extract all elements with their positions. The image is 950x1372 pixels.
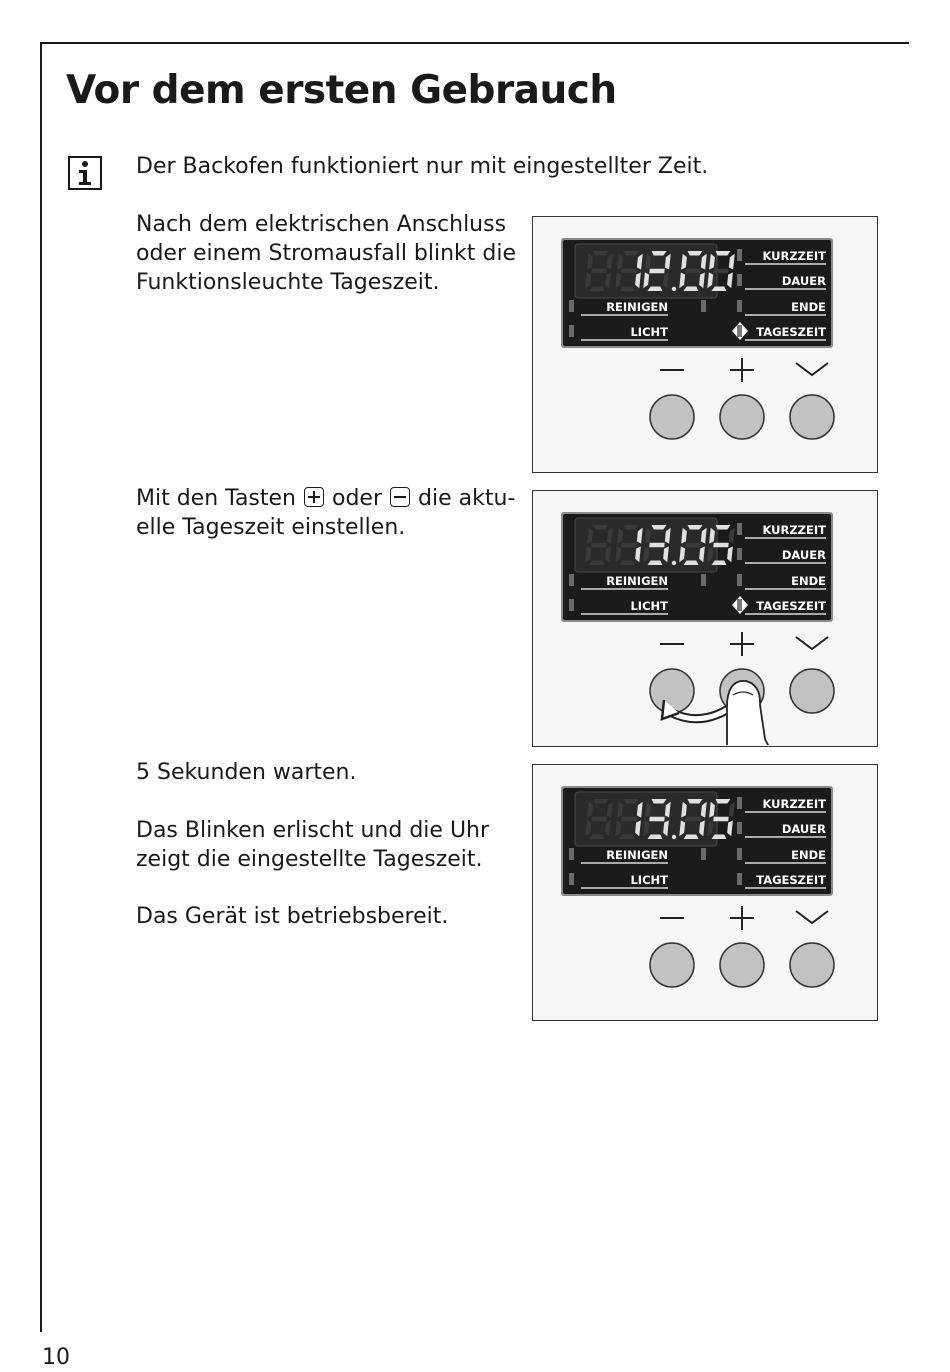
display-dot	[672, 835, 676, 839]
label-dauer: DAUER	[781, 822, 826, 836]
para2-line2: elle Tageszeit einstellen.	[136, 515, 406, 540]
indicator-led	[569, 599, 574, 611]
control-panel-2	[532, 490, 878, 747]
display-segment	[621, 817, 636, 822]
display-segment	[621, 543, 636, 548]
control-panel-3	[532, 764, 878, 1021]
indicator-led	[569, 848, 574, 860]
select-button[interactable]	[790, 669, 834, 713]
indicator-led	[737, 300, 742, 312]
chevron-down-icon	[796, 637, 828, 649]
para4-line2: zeigt die eingestellte Tageszeit.	[136, 847, 483, 872]
info-text: Der Backofen funktioniert nur mit eingestellter Zeit.	[136, 154, 709, 179]
para1-line3: Funktionsleuchte Tageszeit.	[136, 270, 440, 295]
display-segment	[713, 817, 728, 822]
plus-symbol-icon	[730, 632, 754, 656]
indicator-led	[569, 325, 574, 337]
label-reinigen: REINIGEN	[606, 574, 668, 588]
minus-button[interactable]	[650, 943, 694, 987]
label-reinigen: REINIGEN	[606, 300, 668, 314]
plus-button[interactable]	[720, 395, 764, 439]
indicator-led	[737, 873, 742, 885]
label-licht: LICHT	[630, 325, 668, 339]
paragraph-connection	[136, 210, 516, 297]
page-title: Vor dem ersten Gebrauch	[66, 68, 617, 113]
label-licht: LICHT	[630, 873, 668, 887]
display-segment	[621, 269, 636, 274]
paragraph-wait: 5 Sekunden warten.	[136, 760, 357, 785]
display-dot	[672, 561, 676, 565]
label-ende: ENDE	[791, 848, 826, 862]
paragraph-blink-off	[136, 816, 489, 874]
display-segment	[591, 543, 606, 548]
indicator-led	[737, 523, 742, 535]
left-rule	[40, 42, 42, 1332]
para4-line1: Das Blinken erlischt und die Uhr	[136, 818, 490, 843]
control-panel-1	[532, 216, 878, 473]
indicator-led	[737, 848, 742, 860]
label-tageszeit: TAGESZEIT	[756, 599, 826, 613]
indicator-led	[737, 325, 742, 337]
indicator-led	[737, 274, 742, 286]
minus-button[interactable]	[650, 669, 694, 713]
indicator-led	[701, 574, 706, 586]
display-segment	[591, 817, 606, 822]
label-reinigen: REINIGEN	[606, 848, 668, 862]
display-segment	[713, 269, 728, 274]
display-dot	[672, 287, 676, 291]
display-segment	[685, 817, 700, 822]
indicator-led	[569, 300, 574, 312]
minus-button[interactable]	[650, 395, 694, 439]
para2-mid: oder	[332, 486, 383, 511]
chevron-down-icon	[796, 363, 828, 375]
para1-line2: oder einem Stromausfall blinkt die	[136, 241, 517, 266]
display-segment	[649, 543, 664, 548]
indicator-led	[569, 873, 574, 885]
label-kurzzeit: KURZZEIT	[762, 249, 826, 263]
label-tageszeit: TAGESZEIT	[756, 325, 826, 339]
indicator-led	[737, 822, 742, 834]
label-dauer: DAUER	[781, 274, 826, 288]
label-kurzzeit: KURZZEIT	[762, 797, 826, 811]
para2-post: die aktu-	[418, 486, 516, 511]
display-segment	[713, 543, 728, 548]
label-kurzzeit: KURZZEIT	[762, 523, 826, 537]
label-ende: ENDE	[791, 574, 826, 588]
top-rule	[40, 42, 909, 44]
label-ende: ENDE	[791, 300, 826, 314]
indicator-led	[737, 797, 742, 809]
indicator-led	[701, 848, 706, 860]
para1-line1: Nach dem elektrischen Anschluss	[136, 212, 507, 237]
plus-symbol-icon	[730, 358, 754, 382]
indicator-led	[737, 574, 742, 586]
label-licht: LICHT	[630, 599, 668, 613]
display-segment	[649, 269, 664, 274]
indicator-led	[701, 300, 706, 312]
select-button[interactable]	[790, 943, 834, 987]
minus-key-icon	[390, 487, 410, 507]
plus-key-icon	[304, 487, 324, 507]
para2-pre: Mit den Tasten	[136, 486, 296, 511]
indicator-led	[737, 548, 742, 560]
plus-symbol-icon	[730, 906, 754, 930]
plus-button[interactable]	[720, 943, 764, 987]
paragraph-ready: Das Gerät ist betriebsbereit.	[136, 904, 449, 929]
label-tageszeit: TAGESZEIT	[756, 873, 826, 887]
info-icon	[68, 156, 102, 190]
display-segment	[685, 269, 700, 274]
chevron-down-icon	[796, 911, 828, 923]
indicator-led	[737, 599, 742, 611]
indicator-led	[737, 249, 742, 261]
display-segment	[649, 817, 664, 822]
select-button[interactable]	[790, 395, 834, 439]
label-dauer: DAUER	[781, 548, 826, 562]
display-segment	[685, 543, 700, 548]
page-number: 10	[42, 1345, 70, 1370]
display-segment	[591, 269, 606, 274]
indicator-led	[569, 574, 574, 586]
paragraph-set-time	[136, 484, 515, 542]
